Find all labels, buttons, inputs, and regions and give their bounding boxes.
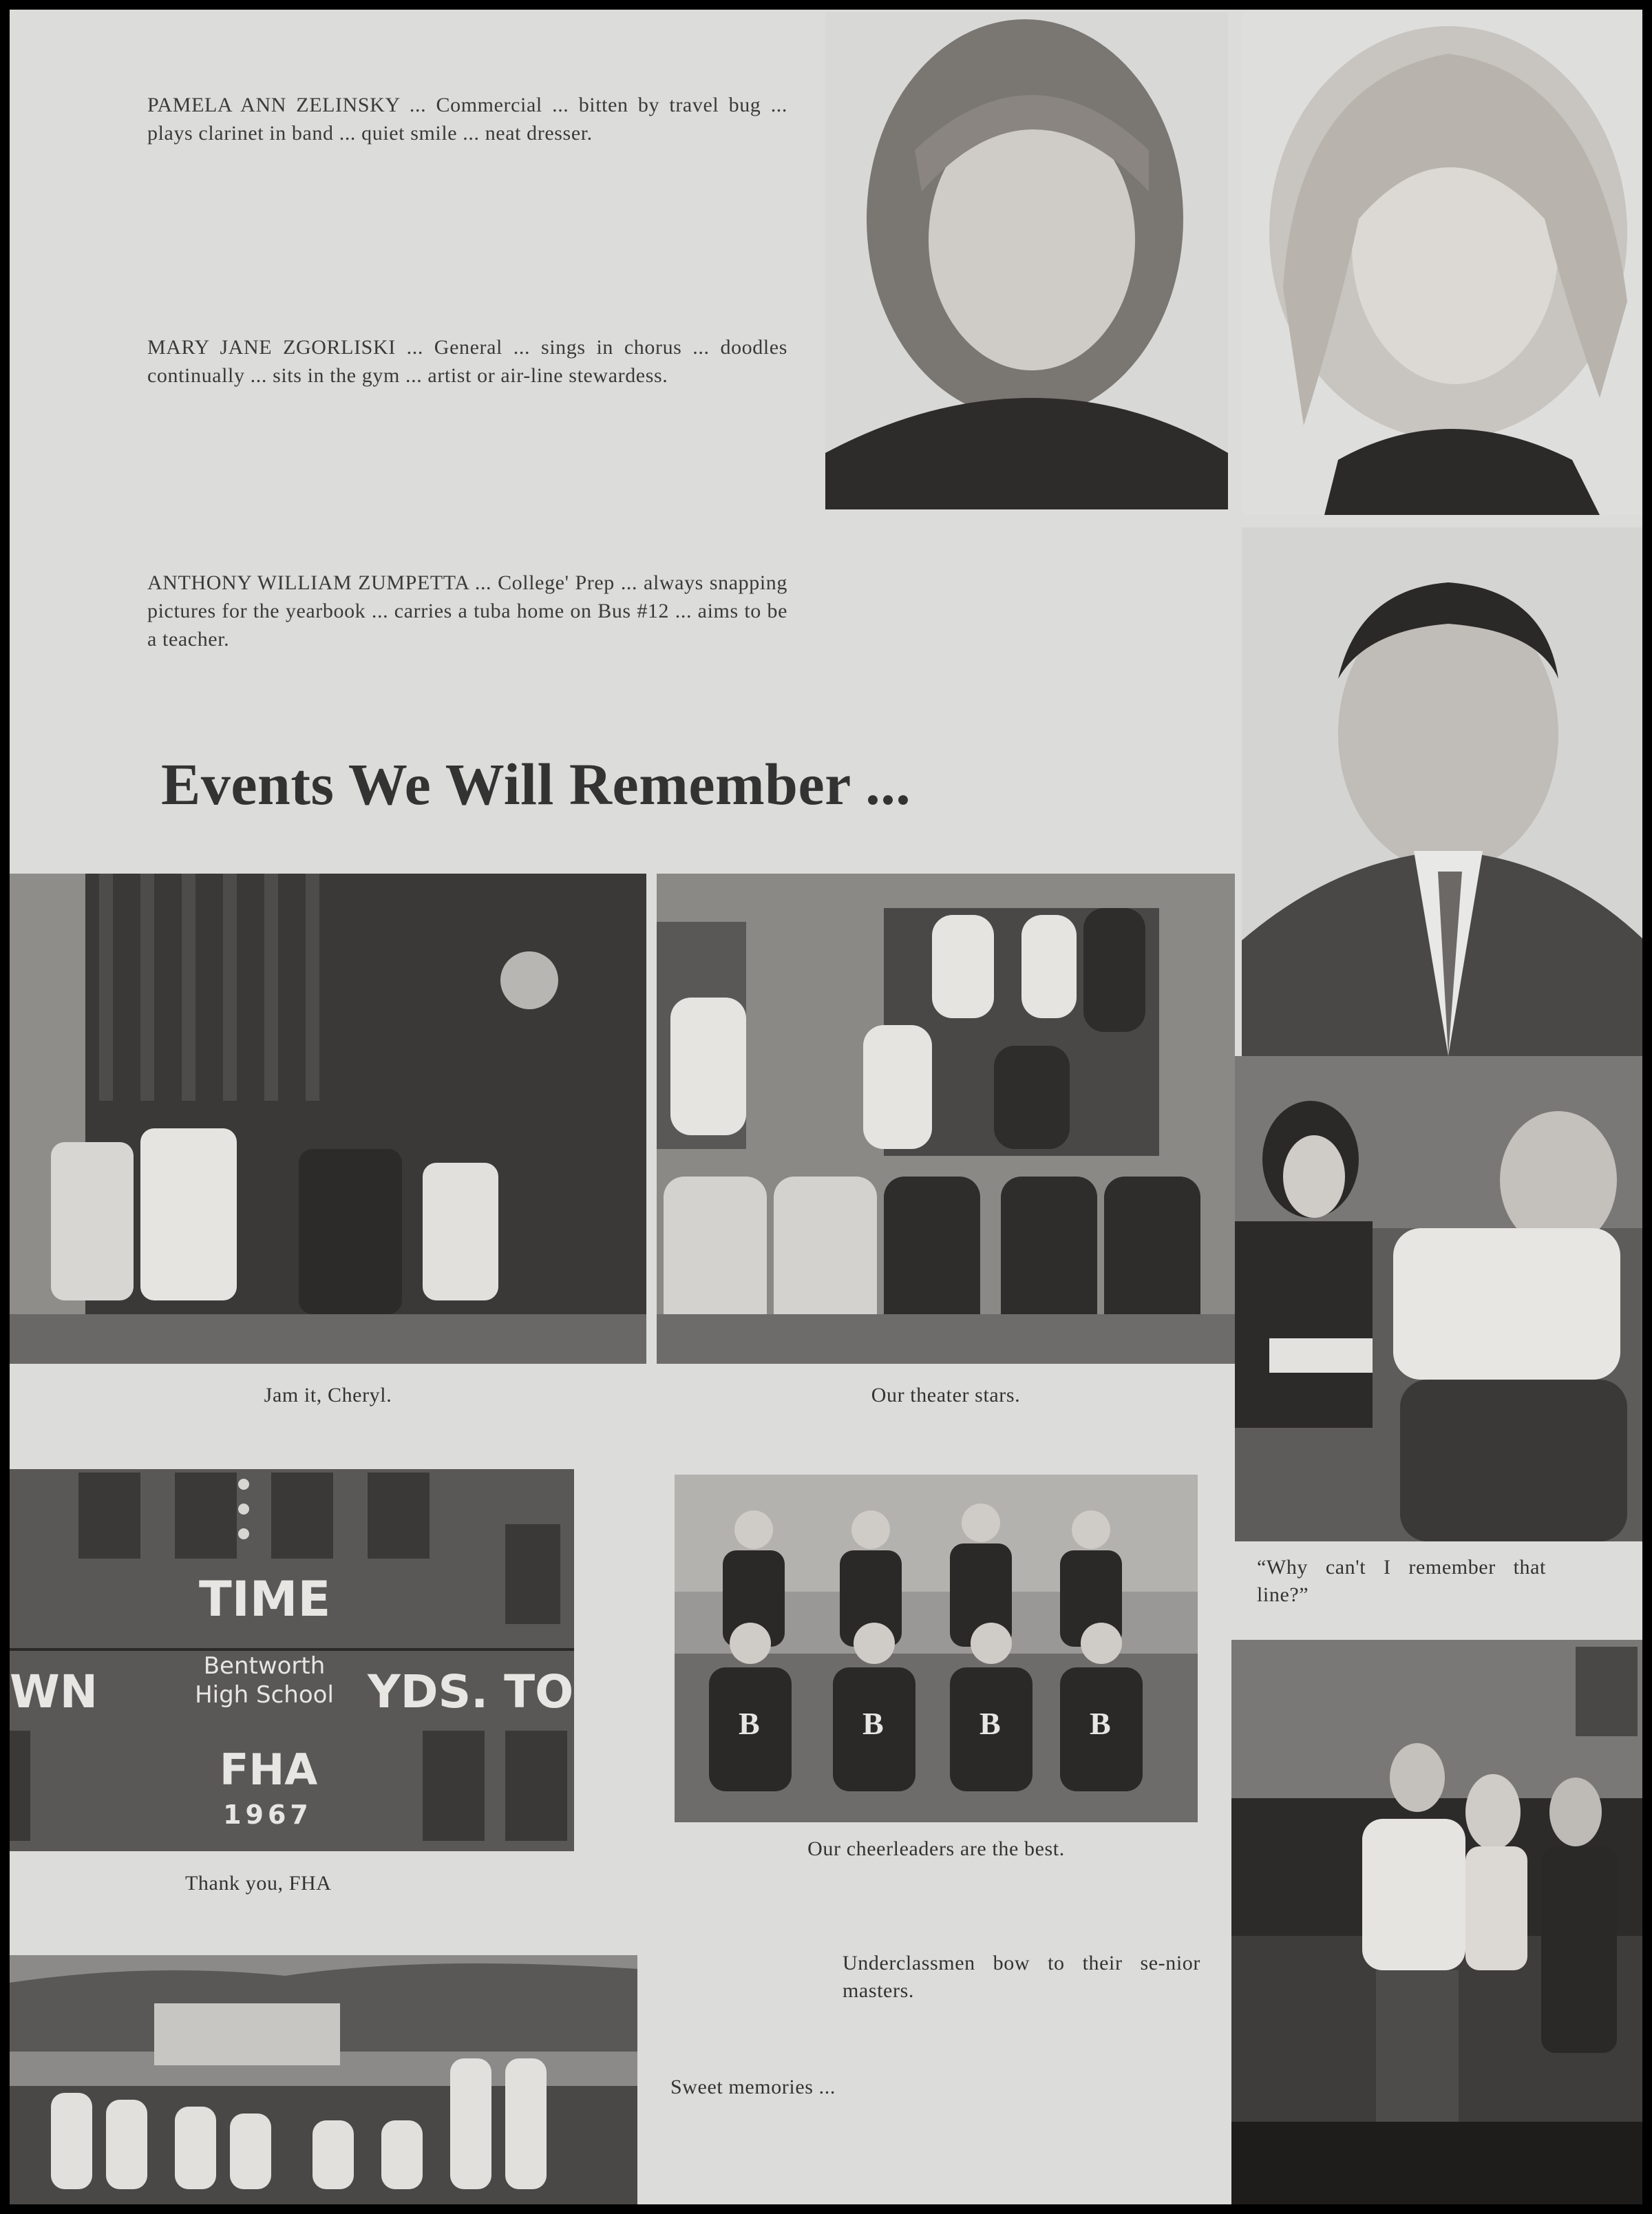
portrait-zgorliski bbox=[1242, 12, 1642, 515]
scoreboard-year: 1967 bbox=[223, 1800, 313, 1830]
scoreboard-fha: FHA bbox=[220, 1744, 318, 1795]
scoreboard-school-line2: High School bbox=[195, 1681, 334, 1709]
cheer-letter-b: B bbox=[1090, 1706, 1111, 1741]
caption-sweet: Sweet memories ... bbox=[670, 2076, 836, 2098]
photo-dance bbox=[1231, 1640, 1642, 2204]
scoreboard-time: TIME bbox=[199, 1571, 331, 1627]
section-heading: Events We Will Remember ... bbox=[161, 751, 911, 817]
photo-scoreboard bbox=[10, 1469, 574, 1851]
bio-zelinsky: PAMELA ANN ZELINSKY ... Commercial ... bitten by travel bug ... plays clarinet in band ... quiet smile ... neat dresser. bbox=[147, 94, 787, 145]
scoreboard-school bbox=[192, 1652, 337, 1709]
photo-cheerleaders bbox=[675, 1475, 1198, 1822]
portrait-zumpetta bbox=[1242, 527, 1642, 1056]
scoreboard-school-line1: Bentworth bbox=[203, 1652, 326, 1680]
cheer-letter-b: B bbox=[739, 1706, 760, 1741]
caption-cheer: Our cheerleaders are the best. bbox=[807, 1837, 1065, 1860]
caption-fha: Thank you, FHA bbox=[185, 1872, 332, 1895]
bio-zumpetta: ANTHONY WILLIAM ZUMPETTA ... College' Prep ... always snapping pictures for the yearbook ... carries a tuba home on Bus #12 ... aims to be a teacher. bbox=[147, 571, 787, 651]
photo-theater-stars bbox=[657, 874, 1235, 1364]
photo-basketball bbox=[10, 874, 646, 1364]
caption-remember: “Why can't I remember that line?” bbox=[1257, 1556, 1546, 1606]
caption-jam: Jam it, Cheryl. bbox=[264, 1384, 392, 1406]
scoreboard-yds: YDS. TO bbox=[368, 1665, 574, 1718]
cheer-letter-b: B bbox=[862, 1706, 884, 1741]
photo-underclassmen bbox=[10, 1955, 637, 2204]
scoreboard-wn: WN bbox=[10, 1665, 98, 1718]
bio-zgorliski: MARY JANE ZGORLISKI ... General ... sings in chorus ... doodles continually ... sits in the gym ... artist or air-line stewardess. bbox=[147, 336, 787, 387]
caption-theater: Our theater stars. bbox=[871, 1384, 1021, 1406]
portrait-zelinsky bbox=[825, 12, 1228, 509]
caption-underclassmen: Underclassmen bow to their se-nior masters. bbox=[843, 1952, 1200, 2002]
yearbook-page bbox=[10, 10, 1642, 2204]
photo-rehearsal bbox=[1235, 1056, 1642, 1541]
cheer-letter-b: B bbox=[979, 1706, 1001, 1741]
